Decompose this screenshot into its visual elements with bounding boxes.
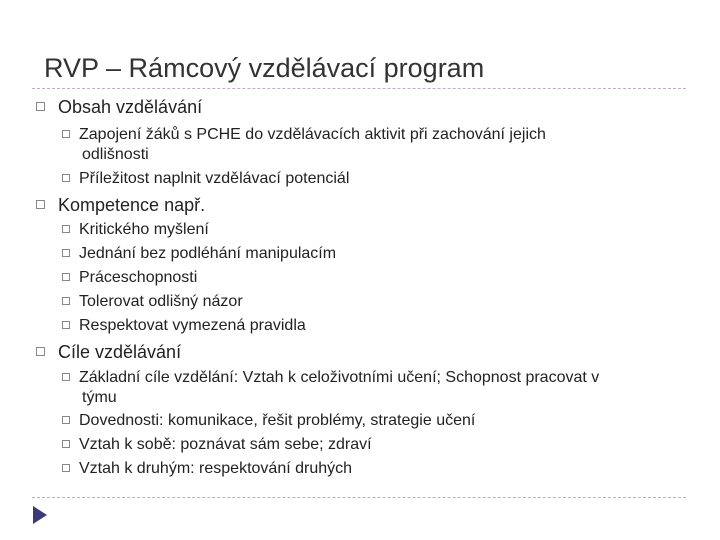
section-label: Kompetence např. bbox=[58, 195, 206, 215]
section-label: Cíle vzdělávání bbox=[58, 342, 182, 362]
square-bullet-icon bbox=[36, 200, 45, 209]
square-bullet-icon bbox=[62, 273, 70, 281]
list-item bbox=[62, 292, 243, 311]
list-item-text: Tolerovat odlišný názor bbox=[79, 293, 243, 310]
list-item bbox=[62, 169, 349, 188]
list-item-text: Kritického myšlení bbox=[79, 221, 209, 238]
list-item-text: Respektovat vymezená pravidla bbox=[79, 317, 306, 334]
square-bullet-icon bbox=[36, 347, 45, 356]
square-bullet-icon bbox=[62, 297, 70, 305]
list-item-text: Základní cíle vzdělání: Vztah k celoživotními učení; Schopnost pracovat v bbox=[79, 369, 600, 386]
square-bullet-icon bbox=[62, 373, 70, 381]
list-item-continuation: odlišnosti bbox=[82, 146, 149, 163]
section-kompetence bbox=[36, 194, 205, 216]
list-item bbox=[62, 220, 209, 239]
list-item bbox=[62, 435, 372, 454]
footer-divider bbox=[32, 497, 686, 498]
list-item-text: Vztah k druhým: respektování druhých bbox=[79, 460, 353, 477]
square-bullet-icon bbox=[36, 102, 45, 111]
square-bullet-icon bbox=[62, 321, 70, 329]
slide-title: RVP – Rámcový vzdělávací program bbox=[44, 53, 485, 83]
section-cile bbox=[36, 341, 181, 363]
list-item-continuation: týmu bbox=[82, 389, 117, 406]
triangle-arrow-icon[interactable] bbox=[33, 506, 47, 524]
list-item-text: Vztah k sobě: poznávat sám sebe; zdraví bbox=[79, 436, 372, 453]
list-item bbox=[62, 125, 546, 144]
list-item bbox=[62, 411, 475, 430]
list-item-text: Příležitost naplnit vzdělávací potenciál bbox=[79, 170, 350, 187]
list-item bbox=[62, 459, 352, 478]
section-obsah bbox=[36, 96, 202, 118]
square-bullet-icon bbox=[62, 249, 70, 257]
list-item-text: Zapojení žáků s PCHE do vzdělávacích aktivit při zachování jejich bbox=[79, 126, 546, 143]
square-bullet-icon bbox=[62, 440, 70, 448]
title-divider bbox=[32, 88, 686, 89]
list-item bbox=[62, 316, 306, 335]
list-item bbox=[62, 244, 336, 263]
square-bullet-icon bbox=[62, 416, 70, 424]
square-bullet-icon bbox=[62, 130, 70, 138]
square-bullet-icon bbox=[62, 464, 70, 472]
list-item bbox=[62, 368, 599, 387]
list-item-text: Jednání bez podléhání manipulacím bbox=[79, 245, 337, 262]
square-bullet-icon bbox=[62, 225, 70, 233]
list-item-text: Dovednosti: komunikace, řešit problémy, strategie učení bbox=[79, 412, 476, 429]
section-label: Obsah vzdělávání bbox=[58, 97, 203, 117]
list-item-text: Práceschopnosti bbox=[79, 269, 198, 286]
square-bullet-icon bbox=[62, 174, 70, 182]
list-item bbox=[62, 268, 197, 287]
